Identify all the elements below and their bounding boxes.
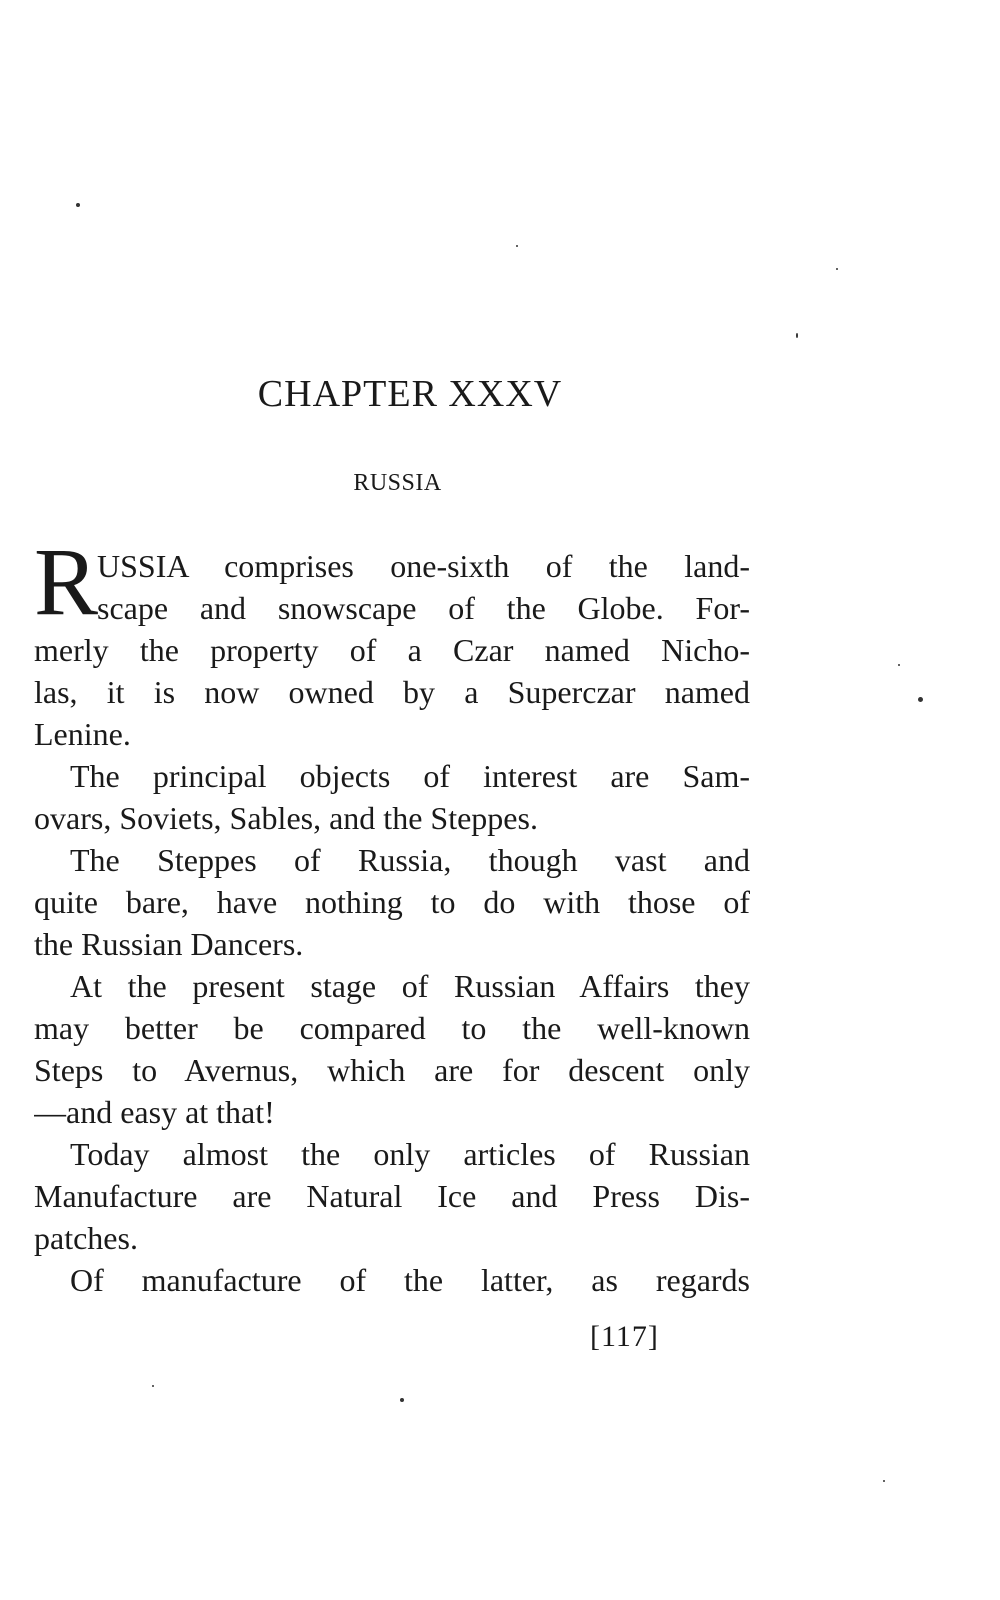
text-line: quite bare, have nothing to do with those of — [34, 884, 750, 920]
scan-speck — [883, 1480, 885, 1482]
page-number: [117] — [590, 1320, 659, 1353]
chapter-subtitle: RUSSIA — [353, 470, 442, 496]
scan-speck — [836, 268, 838, 270]
scan-speck — [76, 203, 80, 207]
text-line: the Russian Dancers. — [34, 926, 304, 962]
text-line: ovars, Soviets, Sables, and the Steppes. — [34, 800, 538, 836]
scan-speck — [516, 245, 518, 247]
text-line: merly the property of a Czar named Nicho- — [34, 632, 750, 668]
text-line: Today almost the only articles of Russian — [70, 1136, 750, 1172]
drop-cap: R — [34, 540, 99, 624]
text-line: las, it is now owned by a Superczar named — [34, 674, 750, 710]
text-line: Of manufacture of the latter, as regards — [70, 1262, 750, 1298]
scan-speck — [796, 333, 798, 338]
text-line: Manufacture are Natural Ice and Press Dis- — [34, 1178, 750, 1214]
scan-speck — [898, 664, 900, 666]
scan-speck — [400, 1398, 404, 1402]
text-line: may better be compared to the well-known — [34, 1010, 750, 1046]
text-line: patches. — [34, 1220, 138, 1256]
scan-speck — [918, 697, 923, 702]
text-line: Steps to Avernus, which are for descent only — [34, 1052, 750, 1088]
chapter-heading: CHAPTER XXXV — [257, 373, 563, 415]
body-text — [34, 545, 750, 1301]
text-line: At the present stage of Russian Affairs they — [70, 968, 750, 1004]
scan-speck — [152, 1385, 154, 1387]
text-line: —and easy at that! — [34, 1094, 275, 1130]
text-line: The Steppes of Russia, though vast and — [70, 842, 750, 878]
text-line: scape and snowscape of the Globe. For- — [97, 590, 750, 626]
text-line: Lenine. — [34, 716, 131, 752]
text-line: The principal objects of interest are Sam- — [70, 758, 750, 794]
text-line: USSIA comprises one-sixth of the land- — [97, 548, 750, 584]
